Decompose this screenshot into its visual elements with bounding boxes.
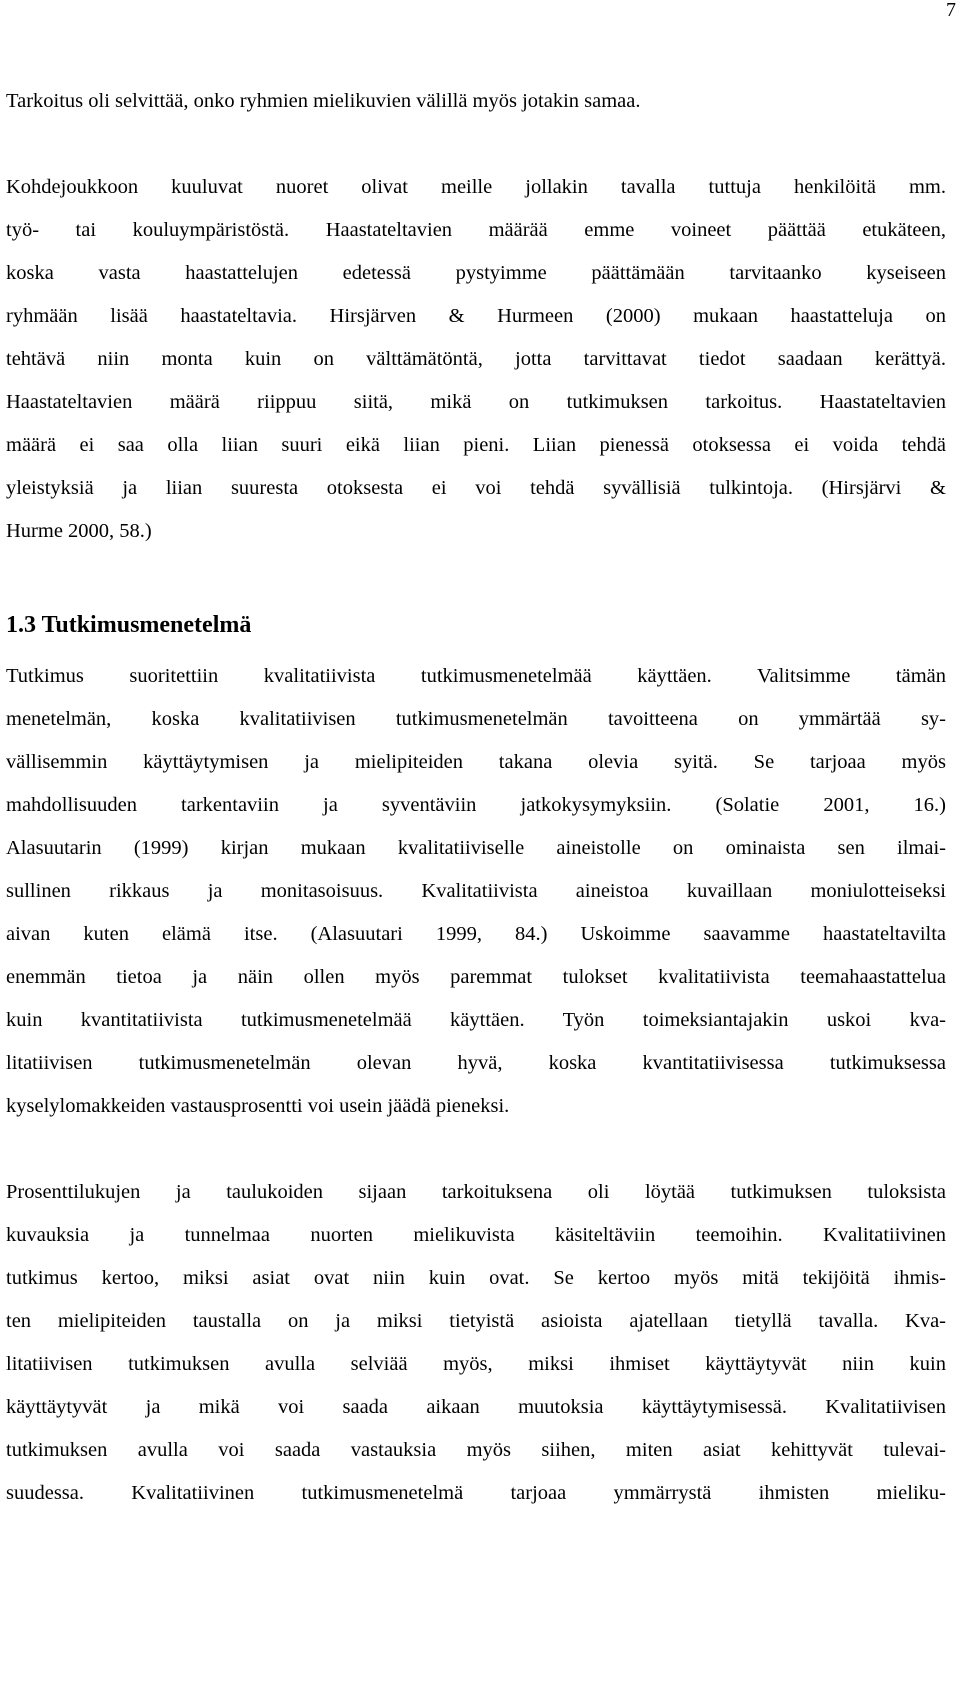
- text-line: Tarkoitus oli selvittää, onko ryhmien mielikuvien välillä myös jotakin samaa.: [6, 90, 641, 112]
- text-line: koska vasta haastattelujen edetessä pystyimme päättämään tarvitaanko kyseiseen: [6, 262, 946, 284]
- text-line: aivan kuten elämä itse. (Alasuutari 1999, 84.) Uskoimme saavamme haastateltavilta: [6, 923, 946, 945]
- text-line: mahdollisuuden tarkentaviin ja syventäviin jatkokysymyksiin. (Solatie 2001, 16.): [6, 794, 946, 816]
- text-line: määrä ei saa olla liian suuri eikä liian pieni. Liian pienessä otoksessa ei voida tehdä: [6, 434, 946, 456]
- text-line: Tutkimus suoritettiin kvalitatiivista tutkimusmenetelmää käyttäen. Valitsimme tämän: [6, 665, 946, 687]
- text-line: Alasuutarin (1999) kirjan mukaan kvalitatiiviselle aineistolle on ominaista sen ilmai-: [6, 837, 946, 859]
- text-line: yleistyksiä ja liian suuresta otoksesta ei voi tehdä syvällisiä tulkintoja. (Hirsjärvi &: [6, 477, 946, 499]
- paragraph-spacer: [6, 553, 946, 596]
- paragraph-spacer: [6, 1128, 946, 1171]
- section-heading: 1.3 Tutkimusmenetelmä: [6, 612, 252, 638]
- text-line: Haastateltavien määrä riippuu siitä, mikä on tutkimuksen tarkoitus. Haastateltavien: [6, 391, 946, 413]
- text-line: kuin kvantitatiivista tutkimusmenetelmää käyttäen. Työn toimeksiantajakin uskoi kva-: [6, 1009, 946, 1031]
- text-line: ryhmään lisää haastateltavia. Hirsjärven & Hurmeen (2000) mukaan haastatteluja on: [6, 305, 946, 327]
- page-number: 7: [946, 0, 956, 21]
- text-line: sullinen rikkaus ja monitasoisuus. Kvalitatiivista aineistoa kuvaillaan moniulotteiseksi: [6, 880, 946, 902]
- text-line: menetelmän, koska kvalitatiivisen tutkimusmenetelmän tavoitteena on ymmärtää sy-: [6, 708, 946, 730]
- text-line: enemmän tietoa ja näin ollen myös paremmat tulokset kvalitatiivista teemahaastattelua: [6, 966, 946, 988]
- text-line: Kohdejoukkoon kuuluvat nuoret olivat meille jollakin tavalla tuttuja henkilöitä mm.: [6, 176, 946, 198]
- document-body: [6, 80, 946, 1515]
- text-line: kuvauksia ja tunnelmaa nuorten mielikuvista käsiteltäviin teemoihin. Kvalitatiivinen: [6, 1224, 946, 1246]
- text-line: tutkimus kertoo, miksi asiat ovat niin kuin ovat. Se kertoo myös mitä tekijöitä ihmis-: [6, 1267, 946, 1289]
- paragraph-spacer: [6, 123, 946, 166]
- paragraph-method: [6, 655, 946, 1128]
- text-line: Prosenttilukujen ja taulukoiden sijaan tarkoituksena oli löytää tutkimuksen tuloksista: [6, 1181, 946, 1203]
- text-line: litatiivisen tutkimuksen avulla selviää myös, miksi ihmiset käyttäytyvät niin kuin: [6, 1353, 946, 1375]
- text-line: vällisemmin käyttäytymisen ja mielipiteiden takana olevia syitä. Se tarjoaa myös: [6, 751, 946, 773]
- text-line: tehtävä niin monta kuin on välttämätöntä, jotta tarvittavat tiedot saadaan kerättyä.: [6, 348, 946, 370]
- paragraph-target-group: [6, 166, 946, 553]
- text-line: ten mielipiteiden taustalla on ja miksi tietyistä asioista ajatellaan tietyllä tavalla. Kva-: [6, 1310, 946, 1332]
- text-line: litatiivisen tutkimusmenetelmän olevan hyvä, koska kvantitatiivisessa tutkimuksessa: [6, 1052, 946, 1074]
- text-line: käyttäytyvät ja mikä voi saada aikaan muutoksia käyttäytymisessä. Kvalitatiivisen: [6, 1396, 946, 1418]
- text-line: tutkimuksen avulla voi saada vastauksia myös siihen, miten asiat kehittyvät tulevai-: [6, 1439, 946, 1461]
- text-line: suudessa. Kvalitatiivinen tutkimusmenetelmä tarjoaa ymmärrystä ihmisten mieliku-: [6, 1482, 946, 1504]
- paragraph-qualitative: [6, 1171, 946, 1515]
- text-line: kyselylomakkeiden vastausprosentti voi usein jäädä pieneksi.: [6, 1095, 510, 1117]
- text-line: Hurme 2000, 58.): [6, 520, 152, 542]
- paragraph-purpose: [6, 80, 946, 123]
- text-line: työ- tai kouluympäristöstä. Haastateltavien määrää emme voineet päättää etukäteen,: [6, 219, 946, 241]
